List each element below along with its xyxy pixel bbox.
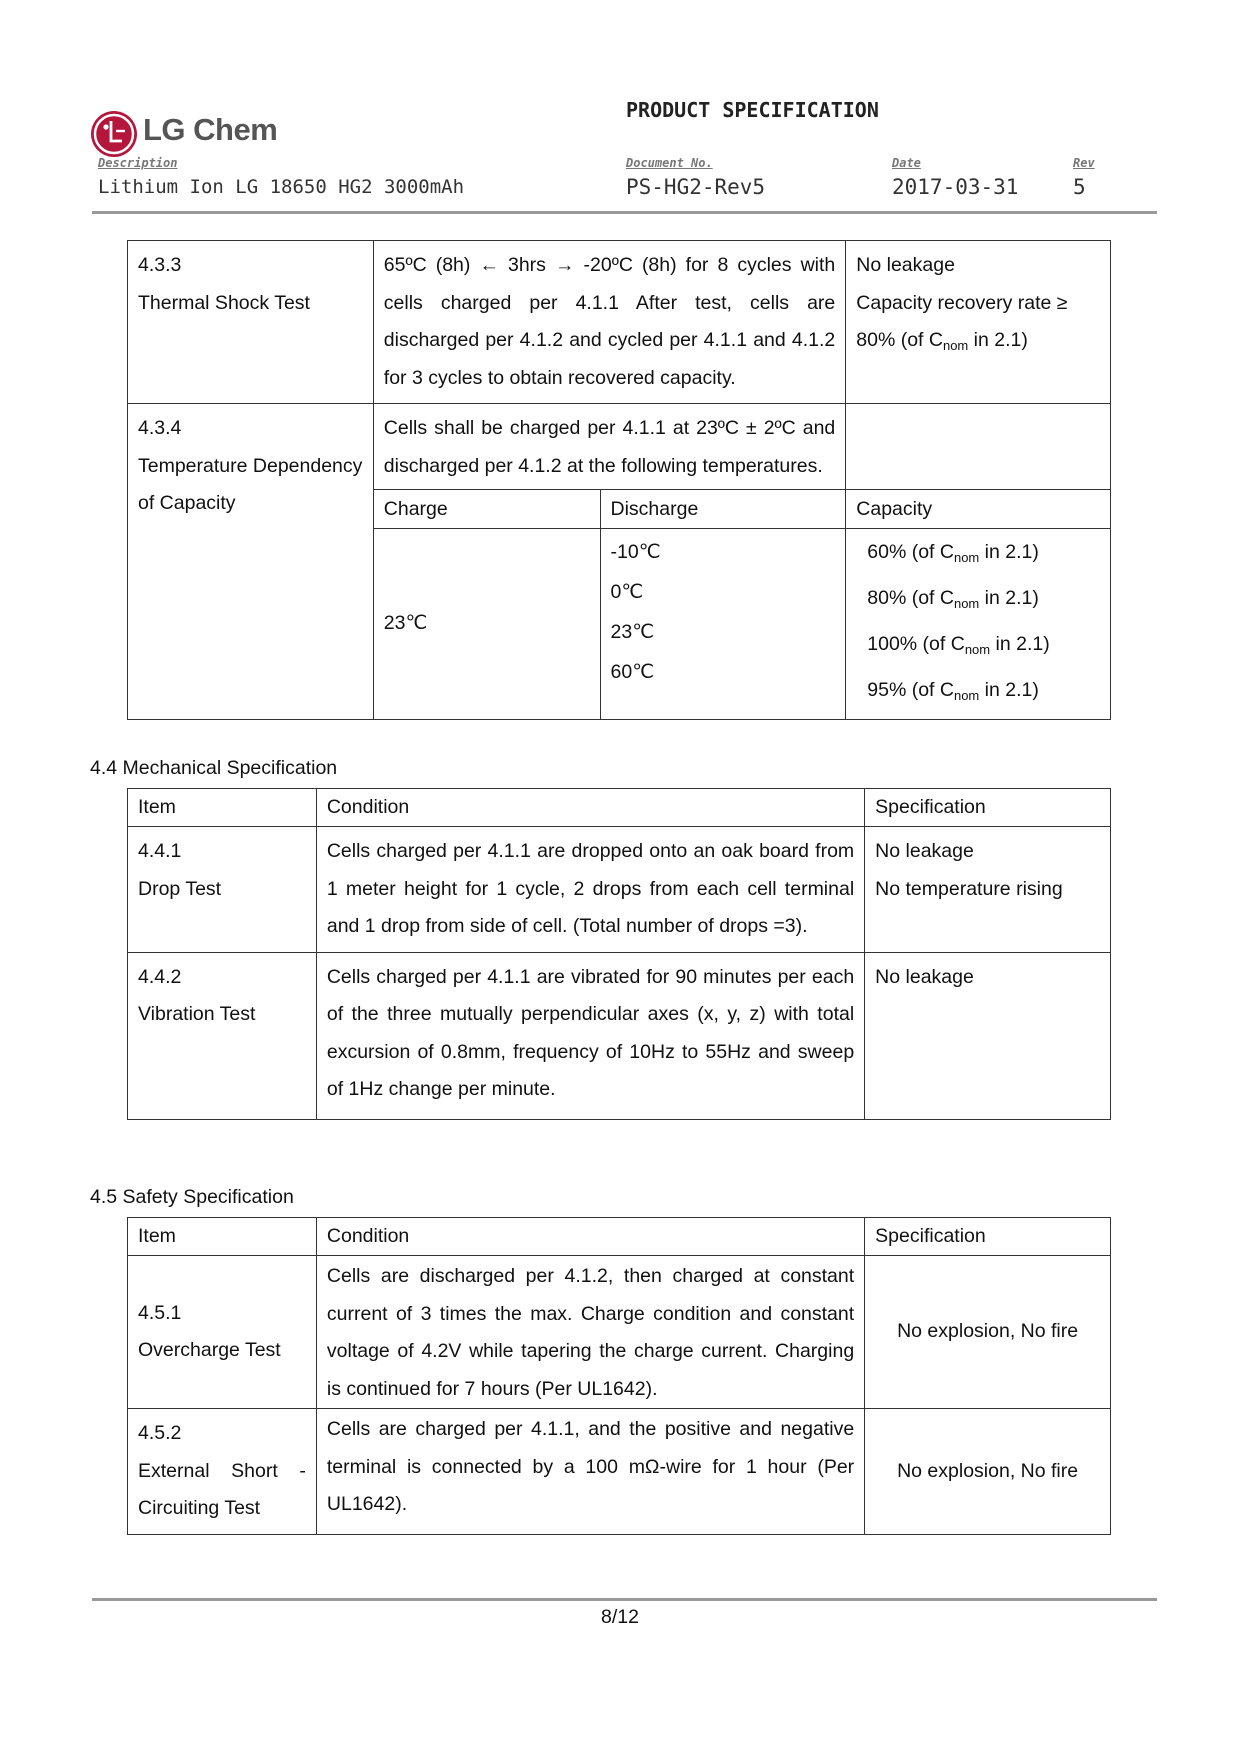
condition-cell: Cells are charged per 4.1.1, and the positive and negative terminal is connected by a 100 mΩ-wire for 1 hour (Per UL1642). [316, 1409, 864, 1535]
rev-value: 5 [1073, 175, 1086, 199]
item-name: Vibration Test [138, 1003, 256, 1025]
item-cell [128, 1256, 317, 1409]
condition-cell: Cells charged per 4.1.1 are dropped onto an oak board from 1 meter height for 1 cycle, 2 drops from each cell terminal and 1 drop from side of cell. (Total number of drops =3). [316, 827, 864, 953]
page-number: 8/12 [601, 1606, 639, 1628]
table-row [128, 952, 1111, 1119]
spec-line [856, 285, 1100, 365]
condition-cell: Cells charged per 4.1.1 are vibrated for 90 minutes per each of the three mutually perpendicular axes (x, y, z) with total excursion of 0.8mm, frequency of 10Hz to 55Hz and sweep of 1Hz change per minute. [316, 952, 864, 1119]
spec-line: No leakage [875, 840, 974, 862]
mechanical-table [127, 788, 1111, 1120]
spec-cell: No explosion, No fire [865, 1256, 1111, 1409]
table-row [128, 241, 1111, 404]
docno-value: PS-HG2-Rev5 [626, 175, 766, 199]
spec-cell [846, 241, 1111, 404]
date-value: 2017-03-31 [892, 175, 1019, 199]
col-condition-header: Condition [316, 789, 864, 827]
test-table-4-3 [127, 240, 1111, 720]
spec-line: No temperature rising [875, 877, 1063, 900]
item-cell [128, 952, 317, 1119]
col-item-header: Item [128, 1218, 317, 1256]
table-row [128, 404, 1111, 490]
section-heading-safety: 4.5 Safety Specification [90, 1186, 294, 1208]
table-row [128, 827, 1111, 953]
footer-rule [92, 1598, 1157, 1601]
safety-table [127, 1217, 1111, 1535]
spec-line: No leakage [856, 254, 955, 276]
capacity-value: 60% (of $C_{nom}$ in 2.1) [867, 541, 1039, 565]
rev-label: Rev [1073, 156, 1095, 170]
capacity-cell [846, 529, 1111, 720]
col-condition-header: Condition [316, 1218, 864, 1256]
item-name: Drop Test [138, 877, 222, 900]
spec-cell [865, 952, 1111, 1119]
item-id: 4.5.2 [138, 1422, 182, 1444]
description-label: Description [98, 156, 178, 170]
spec-text: Capacity recovery rate ≥ 80% (of C [856, 291, 1068, 351]
item-cell [128, 241, 374, 404]
spec-cell [865, 827, 1111, 953]
charge-temp-cell: 23℃ [373, 529, 600, 720]
discharge-temp: 60℃ [610, 661, 655, 683]
item-id: 4.4.2 [138, 965, 182, 988]
item-cell [128, 404, 374, 720]
condition-cell: Cells are discharged per 4.1.2, then charged at constant current of 3 times the max. Charge condition and constant voltage of 4.2V while tapering the charge current. Charging is continued for 7 hours (Per UL1642). [316, 1256, 864, 1409]
item-id: 4.3.3 [138, 254, 182, 276]
item-id: 4.5.1 [138, 1301, 182, 1324]
document-title: PRODUCT SPECIFICATION [626, 98, 879, 122]
item-cell [128, 1409, 317, 1535]
date-label: Date [892, 156, 921, 170]
col-charge-header: Charge [373, 490, 600, 529]
discharge-temp: -10℃ [610, 541, 661, 563]
discharge-temp: 23℃ [610, 621, 655, 643]
description-value: Lithium Ion LG 18650 HG2 3000mAh [98, 176, 465, 198]
col-spec-header: Specification [865, 789, 1111, 827]
col-capacity-header: Capacity [846, 490, 1111, 529]
discharge-temps-cell [600, 529, 846, 720]
discharge-temp: 0℃ [610, 581, 644, 603]
capacity-value: 80% (of $C_{nom}$ in 2.1) [867, 587, 1039, 611]
spec-text-tail: in 2.1) [968, 329, 1028, 351]
header-rule [92, 211, 1157, 214]
table-header-row [128, 1218, 1111, 1256]
spec-cell: No explosion, No fire [865, 1409, 1111, 1535]
company-logo-text: LG Chem [143, 112, 278, 147]
section-heading-mechanical: 4.4 Mechanical Specification [90, 757, 338, 779]
spec-line: No leakage [875, 965, 974, 988]
item-id: 4.3.4 [138, 417, 182, 439]
table-row [128, 1256, 1111, 1409]
spec-subscript: nom [942, 338, 969, 353]
item-id: 4.4.1 [138, 840, 182, 862]
docno-label: Document No. [626, 156, 713, 170]
capacity-value: 100% (of $C_{nom}$ in 2.1) [867, 633, 1050, 657]
item-name: External Short - Circuiting Test [138, 1459, 306, 1519]
table-row [128, 1409, 1111, 1535]
item-name: Thermal Shock Test [138, 291, 310, 314]
spec-cell-empty [846, 404, 1111, 490]
condition-cell: 65ºC (8h) ← 3hrs → -20ºC (8h) for 8 cycles with cells charged per 4.1.1 After test, cells are discharged per 4.1.2 and cycled per 4.1.1 and 4.1.2 for 3 cycles to obtain recovered capacity. [373, 241, 845, 404]
col-spec-header: Specification [865, 1218, 1111, 1256]
capacity-value: 95% (of $C_{nom}$ in 2.1) [867, 679, 1039, 703]
item-cell [128, 827, 317, 953]
table-header-row [128, 789, 1111, 827]
col-item-header: Item [128, 789, 317, 827]
condition-cell: Cells shall be charged per 4.1.1 at 23ºC ± 2ºC and discharged per 4.1.2 at the following temperatures. [373, 404, 845, 490]
item-name: Temperature Dependency of Capacity [138, 454, 363, 514]
item-name: Overcharge Test [138, 1339, 281, 1361]
lg-logo-icon [91, 111, 137, 157]
col-discharge-header: Discharge [600, 490, 846, 529]
